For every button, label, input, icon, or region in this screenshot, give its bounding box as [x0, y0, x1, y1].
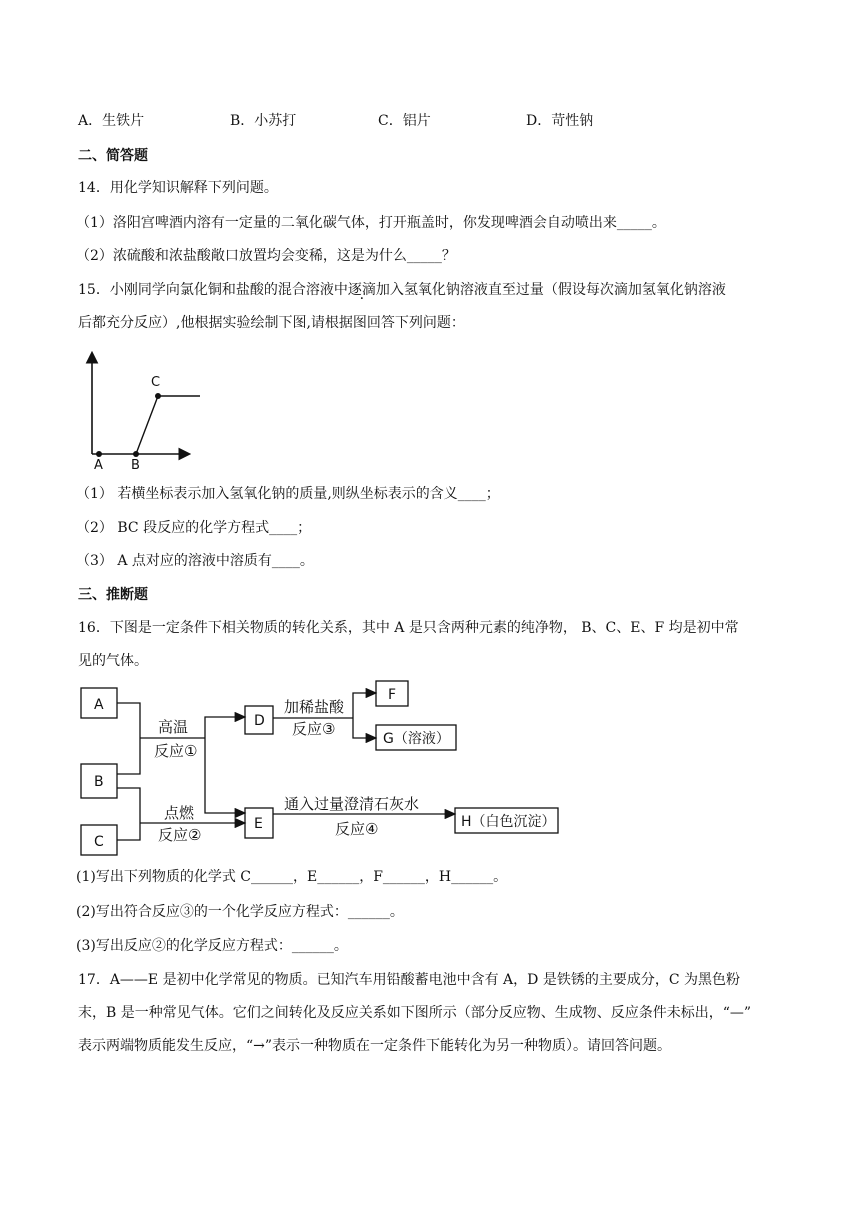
section-title-short-answer: 二、简答题 — [78, 148, 148, 164]
q17-line-2: 末，B 是一种常见气体。它们之间转化及反应关系如下图所示（部分反应物、生成物、反应条件未标出，“—” — [78, 1005, 752, 1021]
q17-line-3: 表示两端物质能发生反应，“→”表示一种物质在一定条件下能转化为另一种物质）。请回答问题。 — [78, 1038, 672, 1054]
arrow-to-f — [353, 693, 376, 718]
q15-graph — [80, 348, 210, 473]
q15-stem-line-1 — [78, 280, 726, 300]
q15-emphasis-word: 逐滴 — [347, 282, 376, 298]
q14-stem: 14．用化学知识解释下列问题。 — [78, 180, 278, 196]
q16-stem-line-1: 16．下图是一定条件下相关物质的转化关系，其中 A 是只含两种元素的纯净物， B、C、E、F 均是初中常 — [78, 620, 739, 636]
condition-2-bottom: 反应② — [158, 826, 202, 844]
label-c: C — [151, 375, 161, 390]
label-a: A — [94, 458, 103, 473]
q13-option-c: C．铝片 — [378, 113, 431, 129]
label-b: B — [131, 458, 140, 473]
box-c-label: C — [94, 834, 104, 850]
connector-a — [117, 703, 140, 774]
condition-3-bottom: 反应③ — [292, 720, 336, 738]
q15-part-2: （2） BC 段反应的化学方程式____； — [76, 520, 312, 536]
section-title-inference: 三、推断题 — [78, 587, 148, 603]
condition-2-top: 点燃 — [164, 804, 195, 822]
q16-flow-diagram — [78, 678, 578, 858]
q14-part-1: （1）洛阳宫啤酒内溶有一定量的二氧化碳气体，打开瓶盖时，你发现啤酒会自动喷出来_____。 — [76, 215, 666, 231]
condition-1-top: 高温 — [158, 718, 189, 736]
q16-part-2: (2)写出符合反应③的一个化学反应方程式：______。 — [76, 904, 404, 920]
q17-line-1: 17．A——E 是初中化学常见的物质。已知汽车用铅酸蓄电池中含有 A，D 是铁锈的主要成分，C 为黑色粉 — [78, 972, 740, 988]
box-e-label: E — [254, 816, 263, 832]
point-b — [133, 451, 139, 457]
point-a — [96, 451, 102, 457]
connector-split-down — [205, 738, 245, 813]
condition-4-top: 通入过量澄清石灰水 — [284, 795, 420, 813]
box-f-label: F — [388, 687, 397, 703]
q13-option-a: A．生铁片 — [78, 113, 145, 129]
connector-split — [205, 717, 245, 738]
q15-part-1: （1） 若横坐标表示加入氢氧化钠的质量,则纵坐标表示的含义____； — [76, 486, 500, 502]
q13-option-b: B．小苏打 — [230, 113, 297, 129]
q15-stem-end: 加入氢氧化钠溶液直至过量（假设每次滴加氢氧化钠溶液 — [375, 282, 726, 298]
q14-part-2: （2）浓硫酸和浓盐酸敞口放置均会变稀，这是为什么_____？ — [76, 248, 456, 264]
box-g-label: G（溶液） — [383, 731, 450, 747]
segment-bc — [136, 396, 158, 454]
q15-stem-line-2: 后都充分反应）,他根据实验绘制下图,请根据图回答下列问题： — [78, 315, 465, 331]
q15-part-3: （3） A 点对应的溶液中溶质有____。 — [76, 553, 314, 569]
point-c — [155, 393, 161, 399]
condition-4-bottom: 反应④ — [335, 820, 379, 838]
box-a-label: A — [94, 697, 104, 713]
q16-part-1: (1)写出下列物质的化学式 C______，E______，F______，H______。 — [76, 869, 508, 885]
box-d-label: D — [254, 713, 265, 729]
arrow-to-g — [353, 718, 376, 738]
box-h-label: H（白色沉淀） — [461, 814, 556, 830]
q16-stem-line-2: 见的气体。 — [78, 653, 148, 669]
q13-options — [78, 111, 593, 131]
connector-b-lower — [117, 788, 140, 840]
condition-3-top: 加稀盐酸 — [284, 698, 345, 716]
box-b-label: B — [94, 774, 104, 790]
condition-1-bottom: 反应① — [154, 742, 198, 760]
q16-part-3: (3)写出反应②的化学反应方程式：______。 — [76, 938, 348, 954]
q13-option-d: D．苛性钠 — [526, 113, 594, 129]
q15-stem-start: 15．小刚同学向氯化铜和盐酸的混合溶液中 — [78, 282, 348, 298]
